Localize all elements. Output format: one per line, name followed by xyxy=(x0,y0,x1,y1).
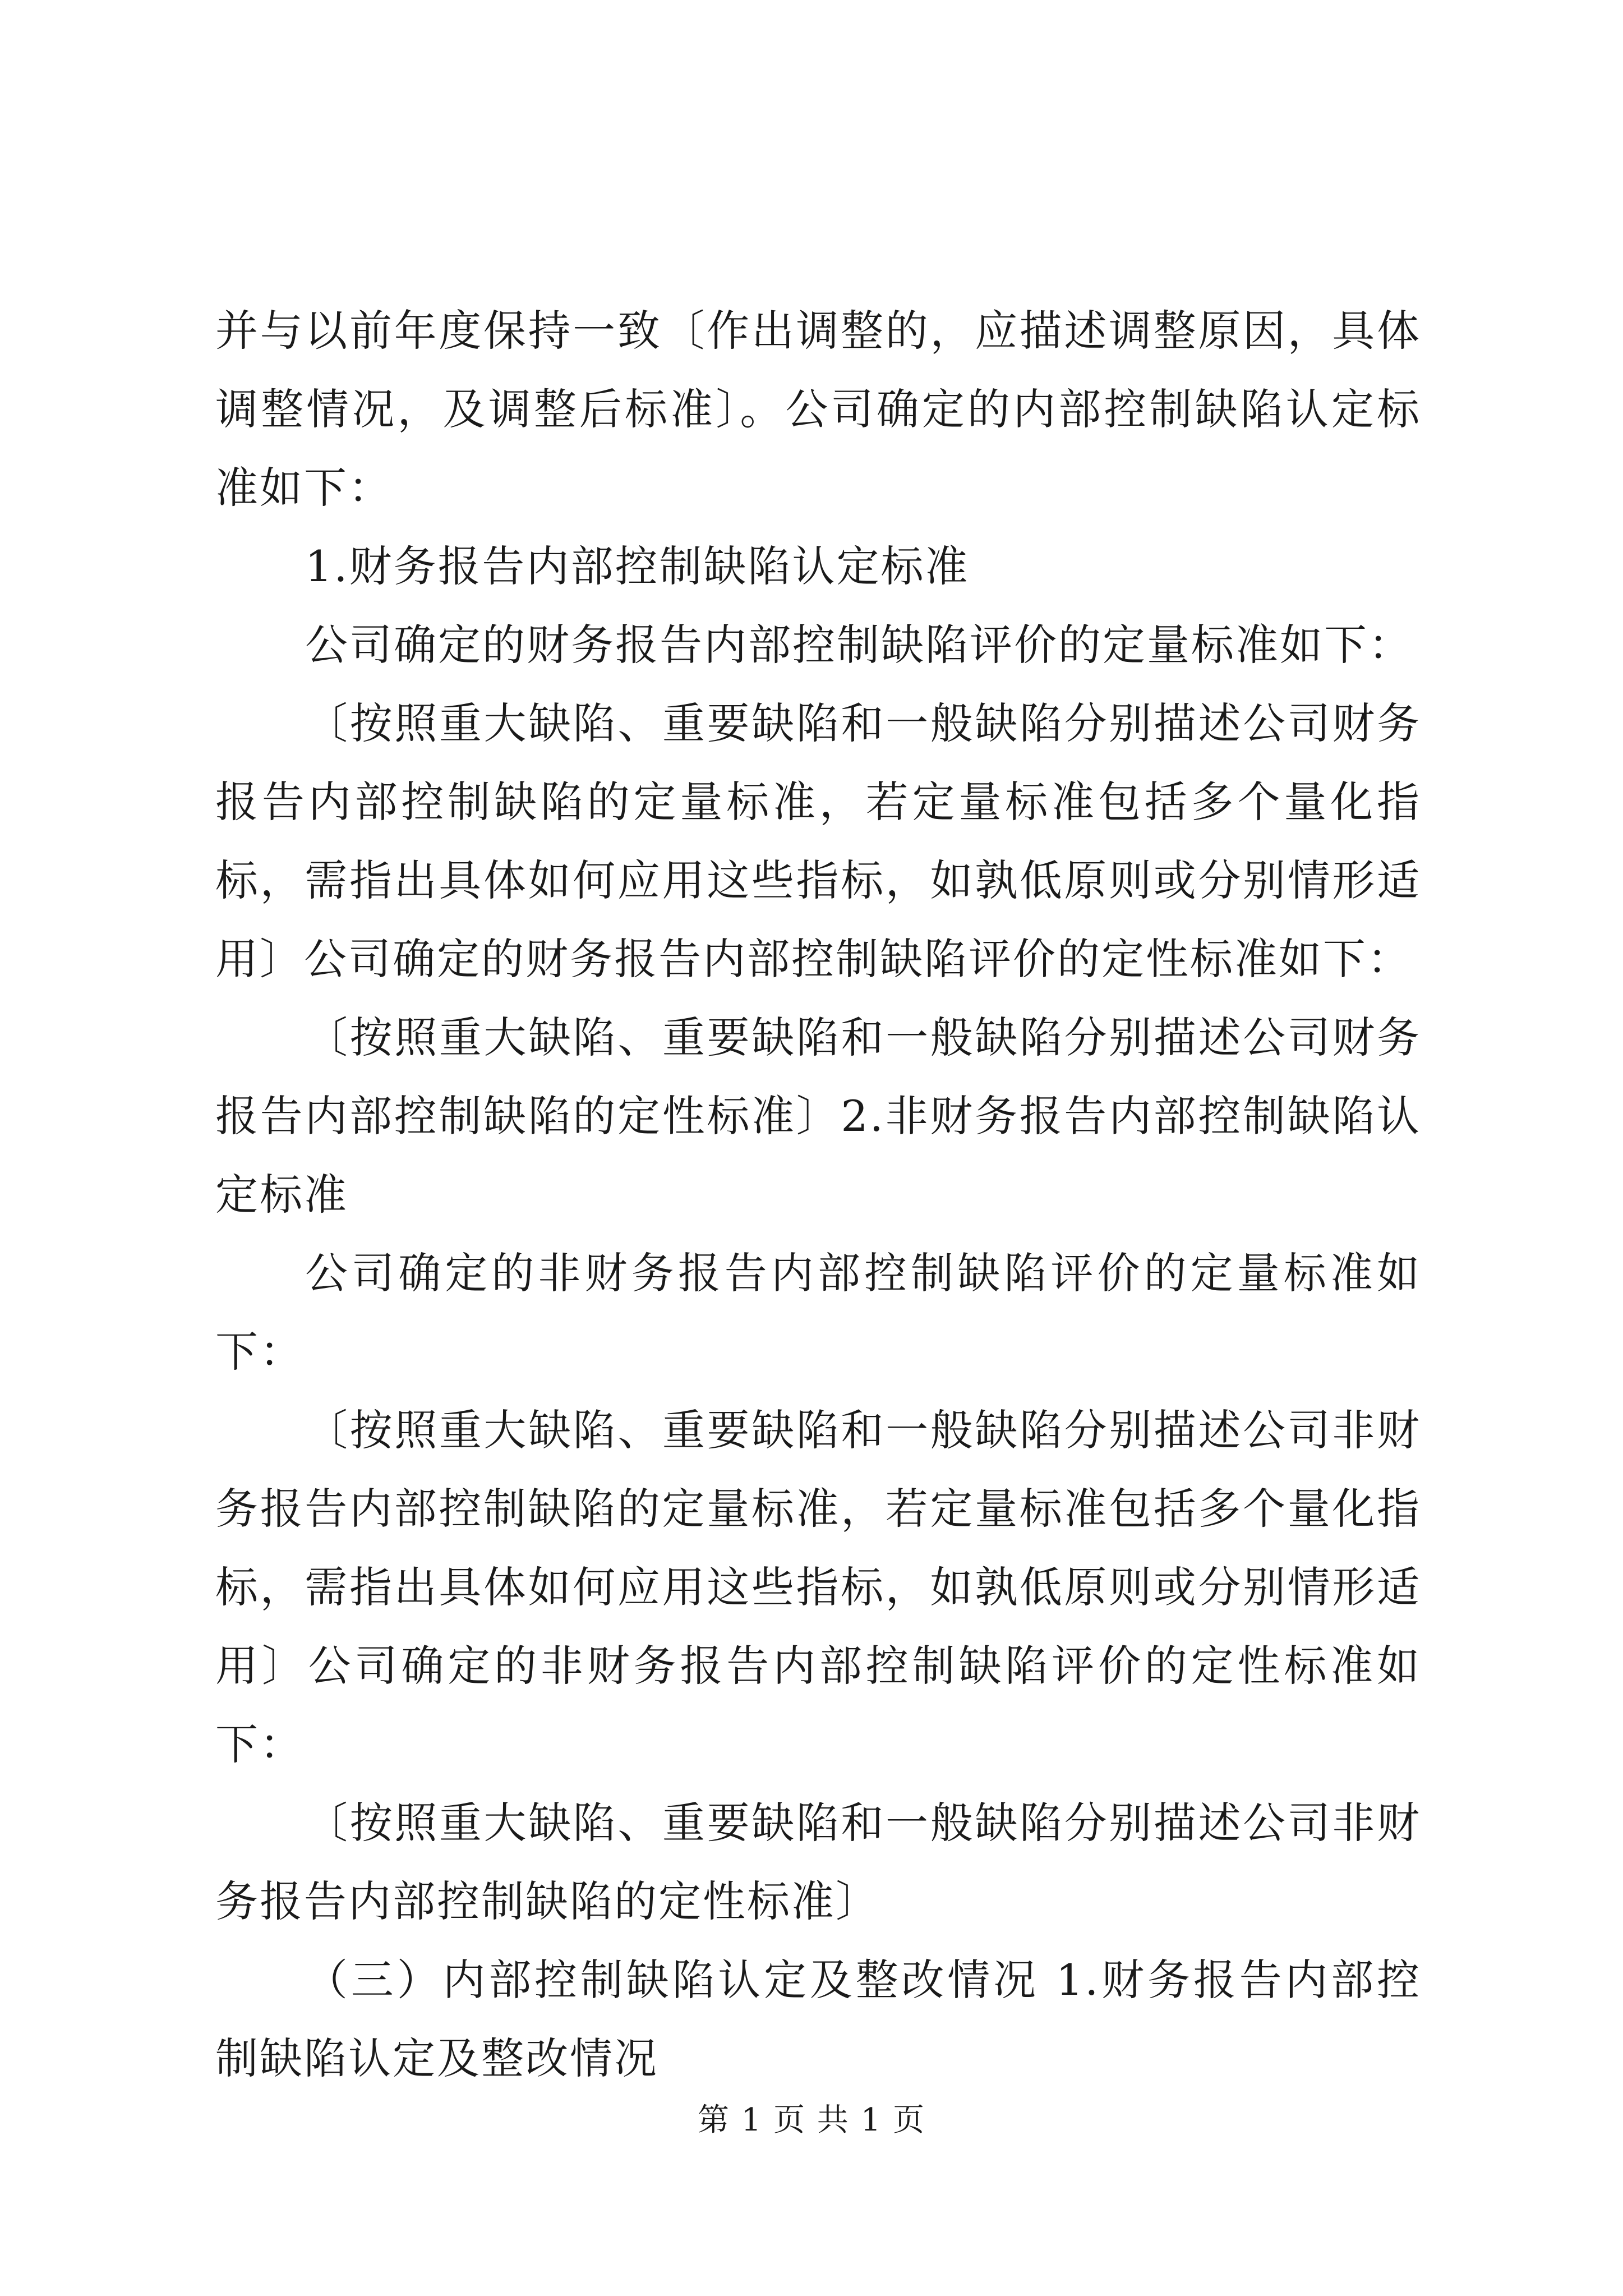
page-number-label: 第 1 页 共 1 页 xyxy=(697,2102,926,2138)
paragraph-6: 公司确定的非财务报告内部控制缺陷评价的定量标准如下： xyxy=(215,1248,1421,1377)
paragraph-2: 1.财务报告内部控制缺陷认定标准 xyxy=(305,541,970,591)
paragraph-4: 〔按照重大缺陷、重要缺陷和一般缺陷分别描述公司财务报告内部控制缺陷的定量标准，若定量标准包括多个量化指标，需指出具体如何应用这些指标，如孰低原则或分别情形适用〕公司确定的财务报告内部控制缺陷评价的定性标准如下： xyxy=(215,698,1421,984)
paragraph-3: 公司确定的财务报告内部控制缺陷评价的定量标准如下： xyxy=(305,620,1413,670)
document-body xyxy=(215,292,1421,2098)
paragraph-7: 〔按照重大缺陷、重要缺陷和一般缺陷分别描述公司非财务报告内部控制缺陷的定量标准，若定量标准包括多个量化指标，需指出具体如何应用这些指标，如孰低原则或分别情形适用〕公司确定的非财务报告内部控制缺陷评价的定性标准如下： xyxy=(215,1405,1421,1769)
paragraph-1: 并与以前年度保持一致〔作出调整的，应描述调整原因，具体调整情况，及调整后标准〕。公司确定的内部控制缺陷认定标准如下： xyxy=(215,306,1421,513)
paragraph-5: 〔按照重大缺陷、重要缺陷和一般缺陷分别描述公司财务报告内部控制缺陷的定性标准〕2.非财务报告内部控制缺陷认定标准 xyxy=(215,1013,1421,1220)
page-footer xyxy=(0,2098,1623,2143)
paragraph-9: （三）内部控制缺陷认定及整改情况 1.财务报告内部控制缺陷认定及整改情况 xyxy=(215,1955,1421,2083)
paragraph-8: 〔按照重大缺陷、重要缺陷和一般缺陷分别描述公司非财务报告内部控制缺陷的定性标准〕 xyxy=(215,1798,1421,1926)
